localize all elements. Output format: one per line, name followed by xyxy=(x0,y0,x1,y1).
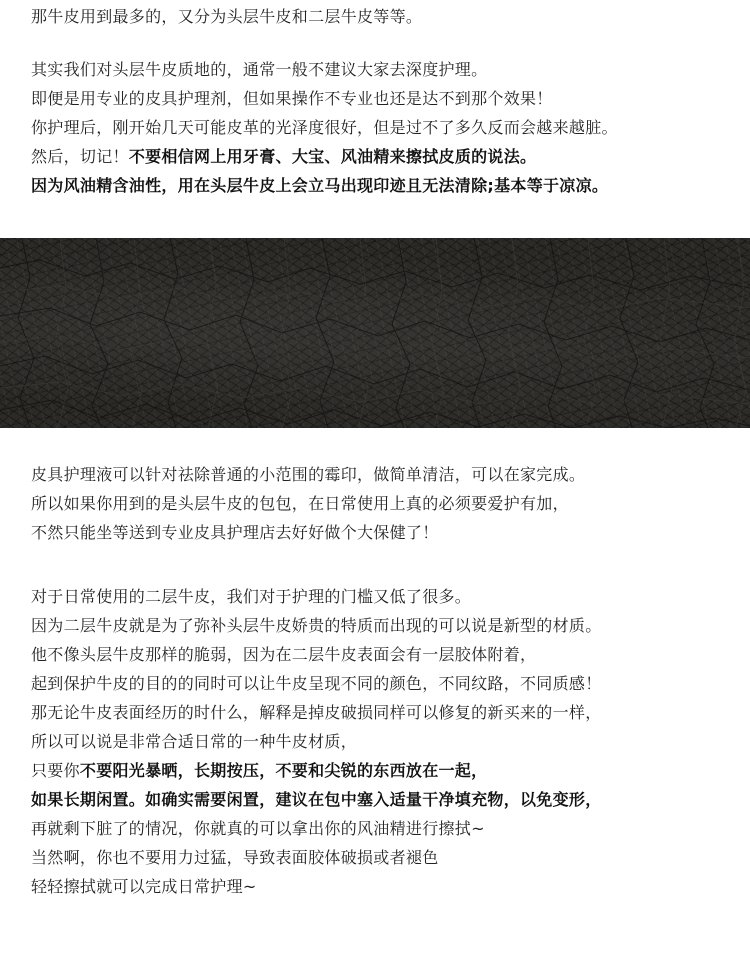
text-line xyxy=(31,55,742,84)
text-line xyxy=(31,843,742,872)
text-segment: 然后，切记！ xyxy=(31,147,129,166)
text-line xyxy=(31,113,742,142)
paragraph-first-layer-care xyxy=(31,55,742,200)
text-line xyxy=(31,756,742,785)
text-segment: 起到保护牛皮的目的的同时可以让牛皮呈现不同的颜色，不同纹路，不同质感！ xyxy=(31,674,602,693)
paragraph-intro xyxy=(31,2,742,31)
text-segment: 再就剩下脏了的情况，你就真的可以拿出你的风油精进行擦拭~ xyxy=(31,819,485,838)
text-line xyxy=(31,785,742,814)
bold-text-segment: 如果长期闲置。如确实需要闲置，建议在包中塞入适量干净填充物，以免变形， xyxy=(31,790,602,809)
text-segment: 即便是用专业的皮具护理剂，但如果操作不专业也还是达不到那个效果！ xyxy=(31,89,553,108)
bold-text-segment: 不要相信网上用牙膏、大宝、风油精来擦拭皮质的说法。 xyxy=(128,147,537,166)
text-line xyxy=(31,84,742,113)
text-segment: 所以可以说是非常合适日常的一种牛皮材质， xyxy=(31,732,358,751)
text-line xyxy=(31,872,742,901)
text-segment: 因为二层牛皮就是为了弥补头层牛皮娇贵的特质而出现的可以说是新型的材质。 xyxy=(31,616,602,635)
text-line xyxy=(31,142,742,171)
text-line xyxy=(31,814,742,843)
text-segment: 皮具护理液可以针对祛除普通的小范围的霉印，做简单清洁，可以在家完成。 xyxy=(31,465,586,484)
text-segment: 对于日常使用的二层牛皮，我们对于护理的门槛又低了很多。 xyxy=(31,587,472,606)
text-line xyxy=(31,489,742,518)
text-segment: 你护理后，刚开始几天可能皮革的光泽度很好，但是过不了多久反而会越来越脏。 xyxy=(31,118,618,137)
text-segment: 只要你 xyxy=(31,761,80,780)
bold-text-segment: 因为风油精含油性，用在头层牛皮上会立马出现印迹且无法清除;基本等于凉凉。 xyxy=(31,176,609,195)
text-line xyxy=(31,669,742,698)
text-line xyxy=(31,460,742,489)
text-segment: 那无论牛皮表面经历的时什么，解释是掉皮破损同样可以修复的新买来的一样， xyxy=(31,703,602,722)
text-line xyxy=(31,582,742,611)
text-line xyxy=(31,611,742,640)
text-line xyxy=(31,518,742,547)
text-line xyxy=(31,727,742,756)
text-segment: 那牛皮用到最多的，又分为头层牛皮和二层牛皮等等。 xyxy=(31,7,423,26)
paragraph-care-liquid xyxy=(31,460,742,547)
text-segment: 他不像头层牛皮那样的脆弱，因为在二层牛皮表面会有一层胶体附着， xyxy=(31,645,537,664)
text-line xyxy=(31,698,742,727)
leather-texture-cracks xyxy=(0,238,750,428)
paragraph-second-layer-care xyxy=(31,582,742,901)
text-line xyxy=(31,171,742,200)
text-segment: 不然只能坐等送到专业皮具护理店去好好做个大保健了！ xyxy=(31,523,439,542)
leather-texture-image xyxy=(0,238,750,428)
text-segment: 当然啊，你也不要用力过猛，导致表面胶体破损或者褪色 xyxy=(31,848,439,867)
text-line xyxy=(31,640,742,669)
text-segment: 所以如果你用到的是头层牛皮的包包，在日常使用上真的必须要爱护有加， xyxy=(31,494,569,513)
text-line xyxy=(31,2,742,31)
text-segment: 其实我们对头层牛皮质地的，通常一般不建议大家去深度护理。 xyxy=(31,60,488,79)
bold-text-segment: 不要阳光暴晒，长期按压，不要和尖锐的东西放在一起， xyxy=(79,761,488,780)
text-segment: 轻轻擦拭就可以完成日常护理~ xyxy=(31,877,257,896)
